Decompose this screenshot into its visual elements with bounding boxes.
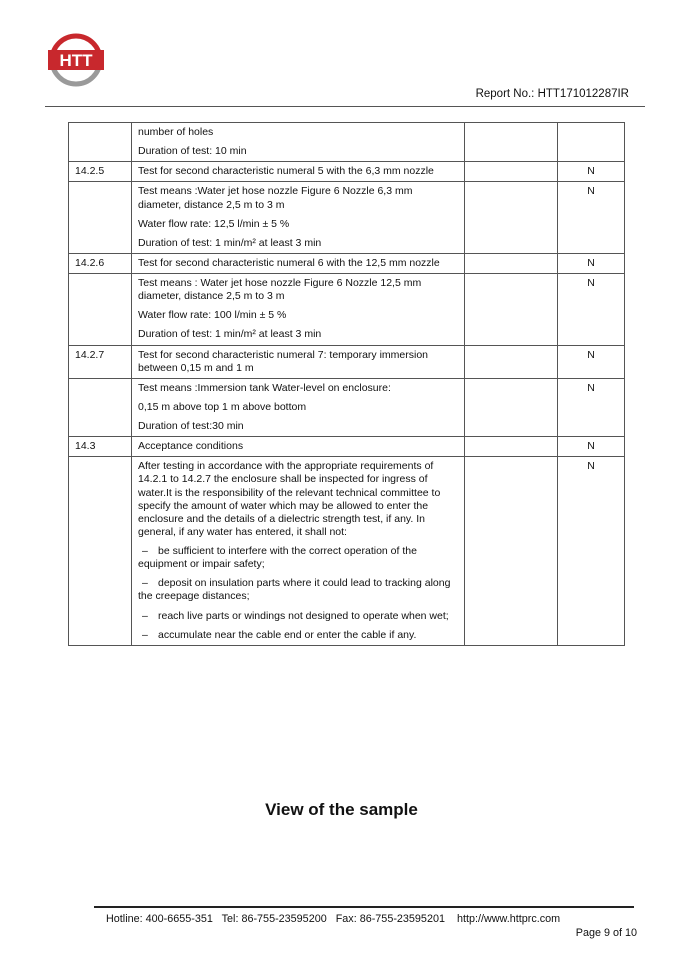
requirement-cell [132,253,465,273]
result-cell [465,182,558,254]
bullet-dash: – [142,577,148,590]
result-cell [465,162,558,182]
requirement-text: Test means :Immersion tank Water-level on enclosure: [138,381,391,394]
table-row [69,457,625,646]
footer-divider [94,906,634,908]
requirement-cell [132,437,465,457]
verdict-cell: N [558,162,625,182]
clause-cell: 14.3 [69,437,132,457]
result-cell [465,345,558,378]
clause-cell: 14.2.5 [69,162,132,182]
requirement-text: After testing in accordance with the appropriate requirements of 14.2.1 to 14.2.7 the enclosure shall be inspected for ingress of water.It is the responsibility of the relevant technical committee to specify the amount of water which may be allowed to enter the enclosure and the details of a dielectric strength test, if any. In general, if any water has entered, it shall not: [138,460,441,538]
table-row [69,437,625,457]
clause-cell: 14.2.6 [69,253,132,273]
verdict-cell: N [558,437,625,457]
section-title: View of the sample [265,800,418,819]
verdict-cell: N [558,182,625,254]
verdict-cell: N [558,274,625,346]
bullet-text: deposit on insulation parts where it could lead to tracking along the creepage distances; [138,577,451,603]
clause-cell [69,274,132,346]
requirement-text: Acceptance conditions [138,440,244,453]
bullet-dash: – [142,628,148,641]
page-number: Page 9 of 10 [575,927,637,939]
result-cell [465,437,558,457]
bullet-dash: – [142,545,148,557]
table-row [69,274,625,346]
verdict-cell: N [558,457,625,646]
requirement-text: Duration of test:30 min [138,420,244,432]
requirement-text: number of holes [138,126,214,138]
table-row [69,162,625,182]
requirement-text: Duration of test: 1 min/m² at least 3 min [138,236,322,249]
verdict-cell: N [558,345,625,378]
requirement-cell [132,162,465,182]
clause-cell: 14.2.7 [69,345,132,378]
logo-text: HTT [59,51,93,70]
table-row [69,123,625,162]
requirement-bullet [138,577,458,603]
result-cell [465,123,558,162]
footer-contacts: Hotline: 400-6655-351 Tel: 86-755-23595200 Fax: 86-755-23595201 http://www.httprc.com [106,913,561,925]
clause-cell [69,123,132,162]
table-row [69,182,625,254]
requirement-cell [132,123,465,162]
requirement-text: Test means :Water jet hose nozzle Figure 6 Nozzle 6,3 mm diameter, distance 2,5 m to 3 m [138,185,413,211]
requirement-text: Water flow rate: 100 l/min ± 5 % [138,309,287,322]
bullet-text: accumulate near the cable end or enter the cable if any. [158,628,417,641]
requirement-cell [132,345,465,378]
requirement-text: 0,15 m above top 1 m above bottom [138,400,307,413]
requirement-cell [132,182,465,254]
verdict-cell [558,123,625,162]
requirement-cell [132,457,465,646]
clause-cell [69,378,132,436]
requirement-cell [132,274,465,346]
bullet-dash: – [142,609,148,622]
report-number: Report No.: HTT171012287IR [475,88,629,100]
requirement-text: Test for second characteristic numeral 5 with the 6,3 mm nozzle [138,165,434,178]
result-cell [465,274,558,346]
htt-logo [44,28,108,92]
requirement-bullet [138,545,458,571]
result-cell [465,253,558,273]
table-row [69,253,625,273]
result-cell [465,378,558,436]
clause-cell [69,182,132,254]
requirement-text: Test for second characteristic numeral 7: temporary immersion between 0,15 m and 1 m [138,348,429,374]
bullet-text: reach live parts or windings not designed to operate when wet; [158,609,449,622]
requirement-text: Duration of test: 1 min/m² at least 3 min [138,328,322,341]
result-cell [465,457,558,646]
requirement-bullet [138,610,458,623]
requirement-text: Test means : Water jet hose nozzle Figure 6 Nozzle 12,5 mm diameter, distance 2,5 m to 3 m [138,277,422,303]
requirement-bullet [138,629,458,642]
header-divider [45,106,645,107]
verdict-cell: N [558,253,625,273]
requirement-cell [132,378,465,436]
table-body [69,123,625,646]
requirement-text: Duration of test: 10 min [138,145,247,158]
bullet-text: be sufficient to interfere with the correct operation of the equipment or impair safety; [138,545,417,571]
requirement-text: Water flow rate: 12,5 l/min ± 5 % [138,217,290,230]
table-row [69,378,625,436]
verdict-cell: N [558,378,625,436]
clause-cell [69,457,132,646]
requirement-text: Test for second characteristic numeral 6 with the 12,5 mm nozzle [138,256,440,269]
test-clause-table [68,122,625,646]
table-row [69,345,625,378]
